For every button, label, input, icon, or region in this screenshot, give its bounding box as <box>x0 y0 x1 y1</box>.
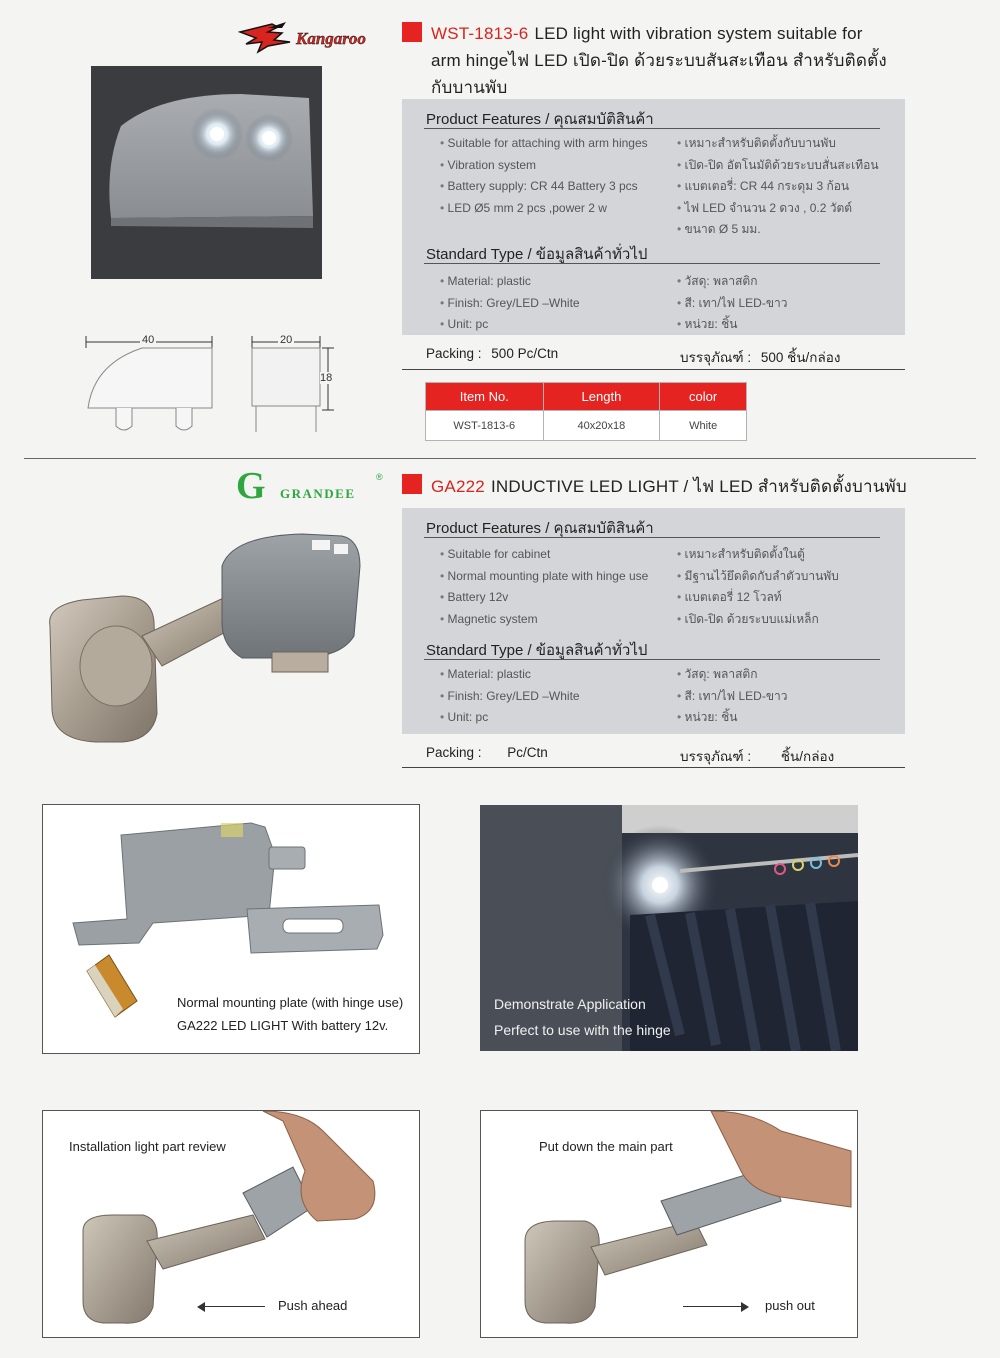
product1-features-heading: Product Features / คุณสมบัติสินค้า <box>426 111 654 128</box>
product2-code: GA222 <box>431 477 485 496</box>
list-item: • ขนาด Ø 5 มม. <box>677 219 879 241</box>
divider <box>424 537 880 538</box>
arrow-left-icon <box>197 1302 205 1312</box>
list-item: • วัสดุ: พลาสติก <box>677 271 788 293</box>
table-header: Item No. <box>426 383 544 411</box>
list-item: • แบตเตอรี่: CR 44 กระดุม 3 ก้อน <box>677 176 879 198</box>
product1-features-en <box>440 133 648 219</box>
list-item: • แบตเตอรี่ 12 โวลท์ <box>677 587 839 609</box>
grandee-logo <box>236 465 386 507</box>
packing-th-value: 500 ชิ้น/กล่อง <box>760 350 841 365</box>
dim-depth-label: 20 <box>280 334 293 346</box>
table-cell: White <box>660 411 747 441</box>
table-header: color <box>660 383 747 411</box>
product1-spec-table <box>425 382 747 441</box>
product1-dimension-drawing <box>80 330 340 440</box>
product1-features-th <box>677 133 879 241</box>
product2-title <box>431 473 931 500</box>
packing-label: Packing : <box>426 346 482 361</box>
grandee-logo-g: G <box>236 465 266 507</box>
parts-caption-2: GA222 LED LIGHT With battery 12v. <box>177 1018 389 1033</box>
product2-standard-en <box>440 664 580 729</box>
install-action: Push ahead <box>278 1298 348 1313</box>
product2-features-th <box>677 544 839 630</box>
product1-packing <box>426 346 558 361</box>
divider <box>424 263 880 264</box>
section-divider <box>24 458 976 459</box>
list-item: • Finish: Grey/LED –White <box>440 686 580 708</box>
packing-label: Packing : <box>426 745 482 760</box>
product2-spec-panel <box>402 508 905 734</box>
product2-standard-heading: Standard Type / ข้อมูลสินค้าทั่วไป <box>426 642 648 659</box>
product1-photo <box>91 66 322 279</box>
table-header: Length <box>543 383 660 411</box>
product1-title <box>431 20 891 101</box>
list-item: • Battery supply: CR 44 Battery 3 pcs <box>440 176 648 198</box>
install-photo <box>42 1110 420 1338</box>
svg-text:Kangaroo: Kangaroo <box>296 29 366 48</box>
list-item: • เหมาะสำหรับติดตั้งในตู้ <box>677 544 839 566</box>
list-item: • สี: เทา/ไฟ LED-ขาว <box>677 293 788 315</box>
demo-photo <box>480 805 858 1051</box>
table-header-row <box>426 383 747 411</box>
list-item: • Unit: pc <box>440 314 580 336</box>
product2-marker <box>402 474 422 494</box>
grandee-logo-text: GRANDEE <box>280 486 356 501</box>
arrow-right-icon <box>741 1302 749 1312</box>
list-item: • Material: plastic <box>440 271 580 293</box>
putdown-title: Put down the main part <box>539 1139 673 1154</box>
list-item: • Suitable for cabinet <box>440 544 648 566</box>
product2-packing-th <box>680 745 834 767</box>
product1-title-text: LED light with vibration system suitable for arm hingeไฟ LED เปิด-ปิด ด้วยระบบสันสะเทือน สำหรับติดตั้งกับบานพับ <box>431 24 887 97</box>
packing-value: 500 Pc/Ctn <box>491 346 559 361</box>
divider <box>424 659 880 660</box>
product1-standard-th <box>677 271 788 336</box>
divider <box>424 128 880 129</box>
list-item: • เหมาะสำหรับติดตั้งกับบานพับ <box>677 133 879 155</box>
putdown-photo <box>480 1110 858 1338</box>
push-out-arrow <box>683 1306 741 1307</box>
list-item: • Battery 12v <box>440 587 648 609</box>
list-item: • สี: เทา/ไฟ LED-ขาว <box>677 686 788 708</box>
product1-marker <box>402 22 422 42</box>
dim-width-label: 40 <box>142 334 155 346</box>
list-item: • หน่วย: ชิ้น <box>677 707 788 729</box>
list-item: • วัสดุ: พลาสติก <box>677 664 788 686</box>
list-item: • เปิด-ปิด ด้วยระบบแม่เหล็ก <box>677 609 839 631</box>
divider <box>402 369 905 370</box>
product1-standard-heading: Standard Type / ข้อมูลสินค้าทั่วไป <box>426 246 648 263</box>
dim-height-label: 18 <box>320 372 333 384</box>
list-item: • Finish: Grey/LED –White <box>440 293 580 315</box>
list-item: • Vibration system <box>440 155 648 177</box>
list-item: • Material: plastic <box>440 664 580 686</box>
packing-th-label: บรรจุภัณฑ์ : <box>680 350 752 365</box>
packing-th-label: บรรจุภัณฑ์ : <box>680 749 752 764</box>
registered-mark: ® <box>376 472 383 482</box>
divider <box>402 767 905 768</box>
list-item: • หน่วย: ชิ้น <box>677 314 788 336</box>
table-cell: 40x20x18 <box>543 411 660 441</box>
list-item: • ไฟ LED จำนวน 2 ดวง , 0.2 วัตต์ <box>677 198 879 220</box>
packing-value: Pc/Ctn <box>507 745 548 760</box>
table-row <box>426 411 747 441</box>
demo-caption-1: Demonstrate Application <box>494 996 646 1012</box>
product2-title-text: INDUCTIVE LED LIGHT / ไฟ LED สำหรับติดตั้งบานพับ <box>490 477 907 496</box>
table-cell: WST-1813-6 <box>426 411 544 441</box>
parts-photo <box>42 804 420 1054</box>
list-item: • LED Ø5 mm 2 pcs ,power 2 w <box>440 198 648 220</box>
demo-caption-2: Perfect to use with the hinge <box>494 1022 671 1038</box>
parts-caption-1: Normal mounting plate (with hinge use) <box>177 995 404 1010</box>
product1-packing-th <box>680 346 840 368</box>
list-item: • Magnetic system <box>440 609 648 631</box>
product2-standard-th <box>677 664 788 729</box>
product1-spec-panel <box>402 99 905 335</box>
product2-photo <box>42 526 387 754</box>
push-ahead-arrow <box>203 1306 265 1307</box>
kangaroo-logo <box>238 18 380 56</box>
list-item: • Unit: pc <box>440 707 580 729</box>
list-item: • Normal mounting plate with hinge use <box>440 566 648 588</box>
putdown-action: push out <box>765 1298 815 1313</box>
product2-features-en <box>440 544 648 630</box>
packing-th-value: ชิ้น/กล่อง <box>780 749 835 764</box>
list-item: • Suitable for attaching with arm hinges <box>440 133 648 155</box>
list-item: • เปิด-ปิด อัตโนมัติด้วยระบบสั่นสะเทือน <box>677 155 879 177</box>
product2-packing <box>426 745 548 760</box>
product1-standard-en <box>440 271 580 336</box>
product2-features-heading: Product Features / คุณสมบัติสินค้า <box>426 520 654 537</box>
product1-code: WST-1813-6 <box>431 24 529 43</box>
install-title: Installation light part review <box>69 1139 226 1154</box>
list-item: • มีฐานไว้ยึดติดกับลำตัวบานพับ <box>677 566 839 588</box>
